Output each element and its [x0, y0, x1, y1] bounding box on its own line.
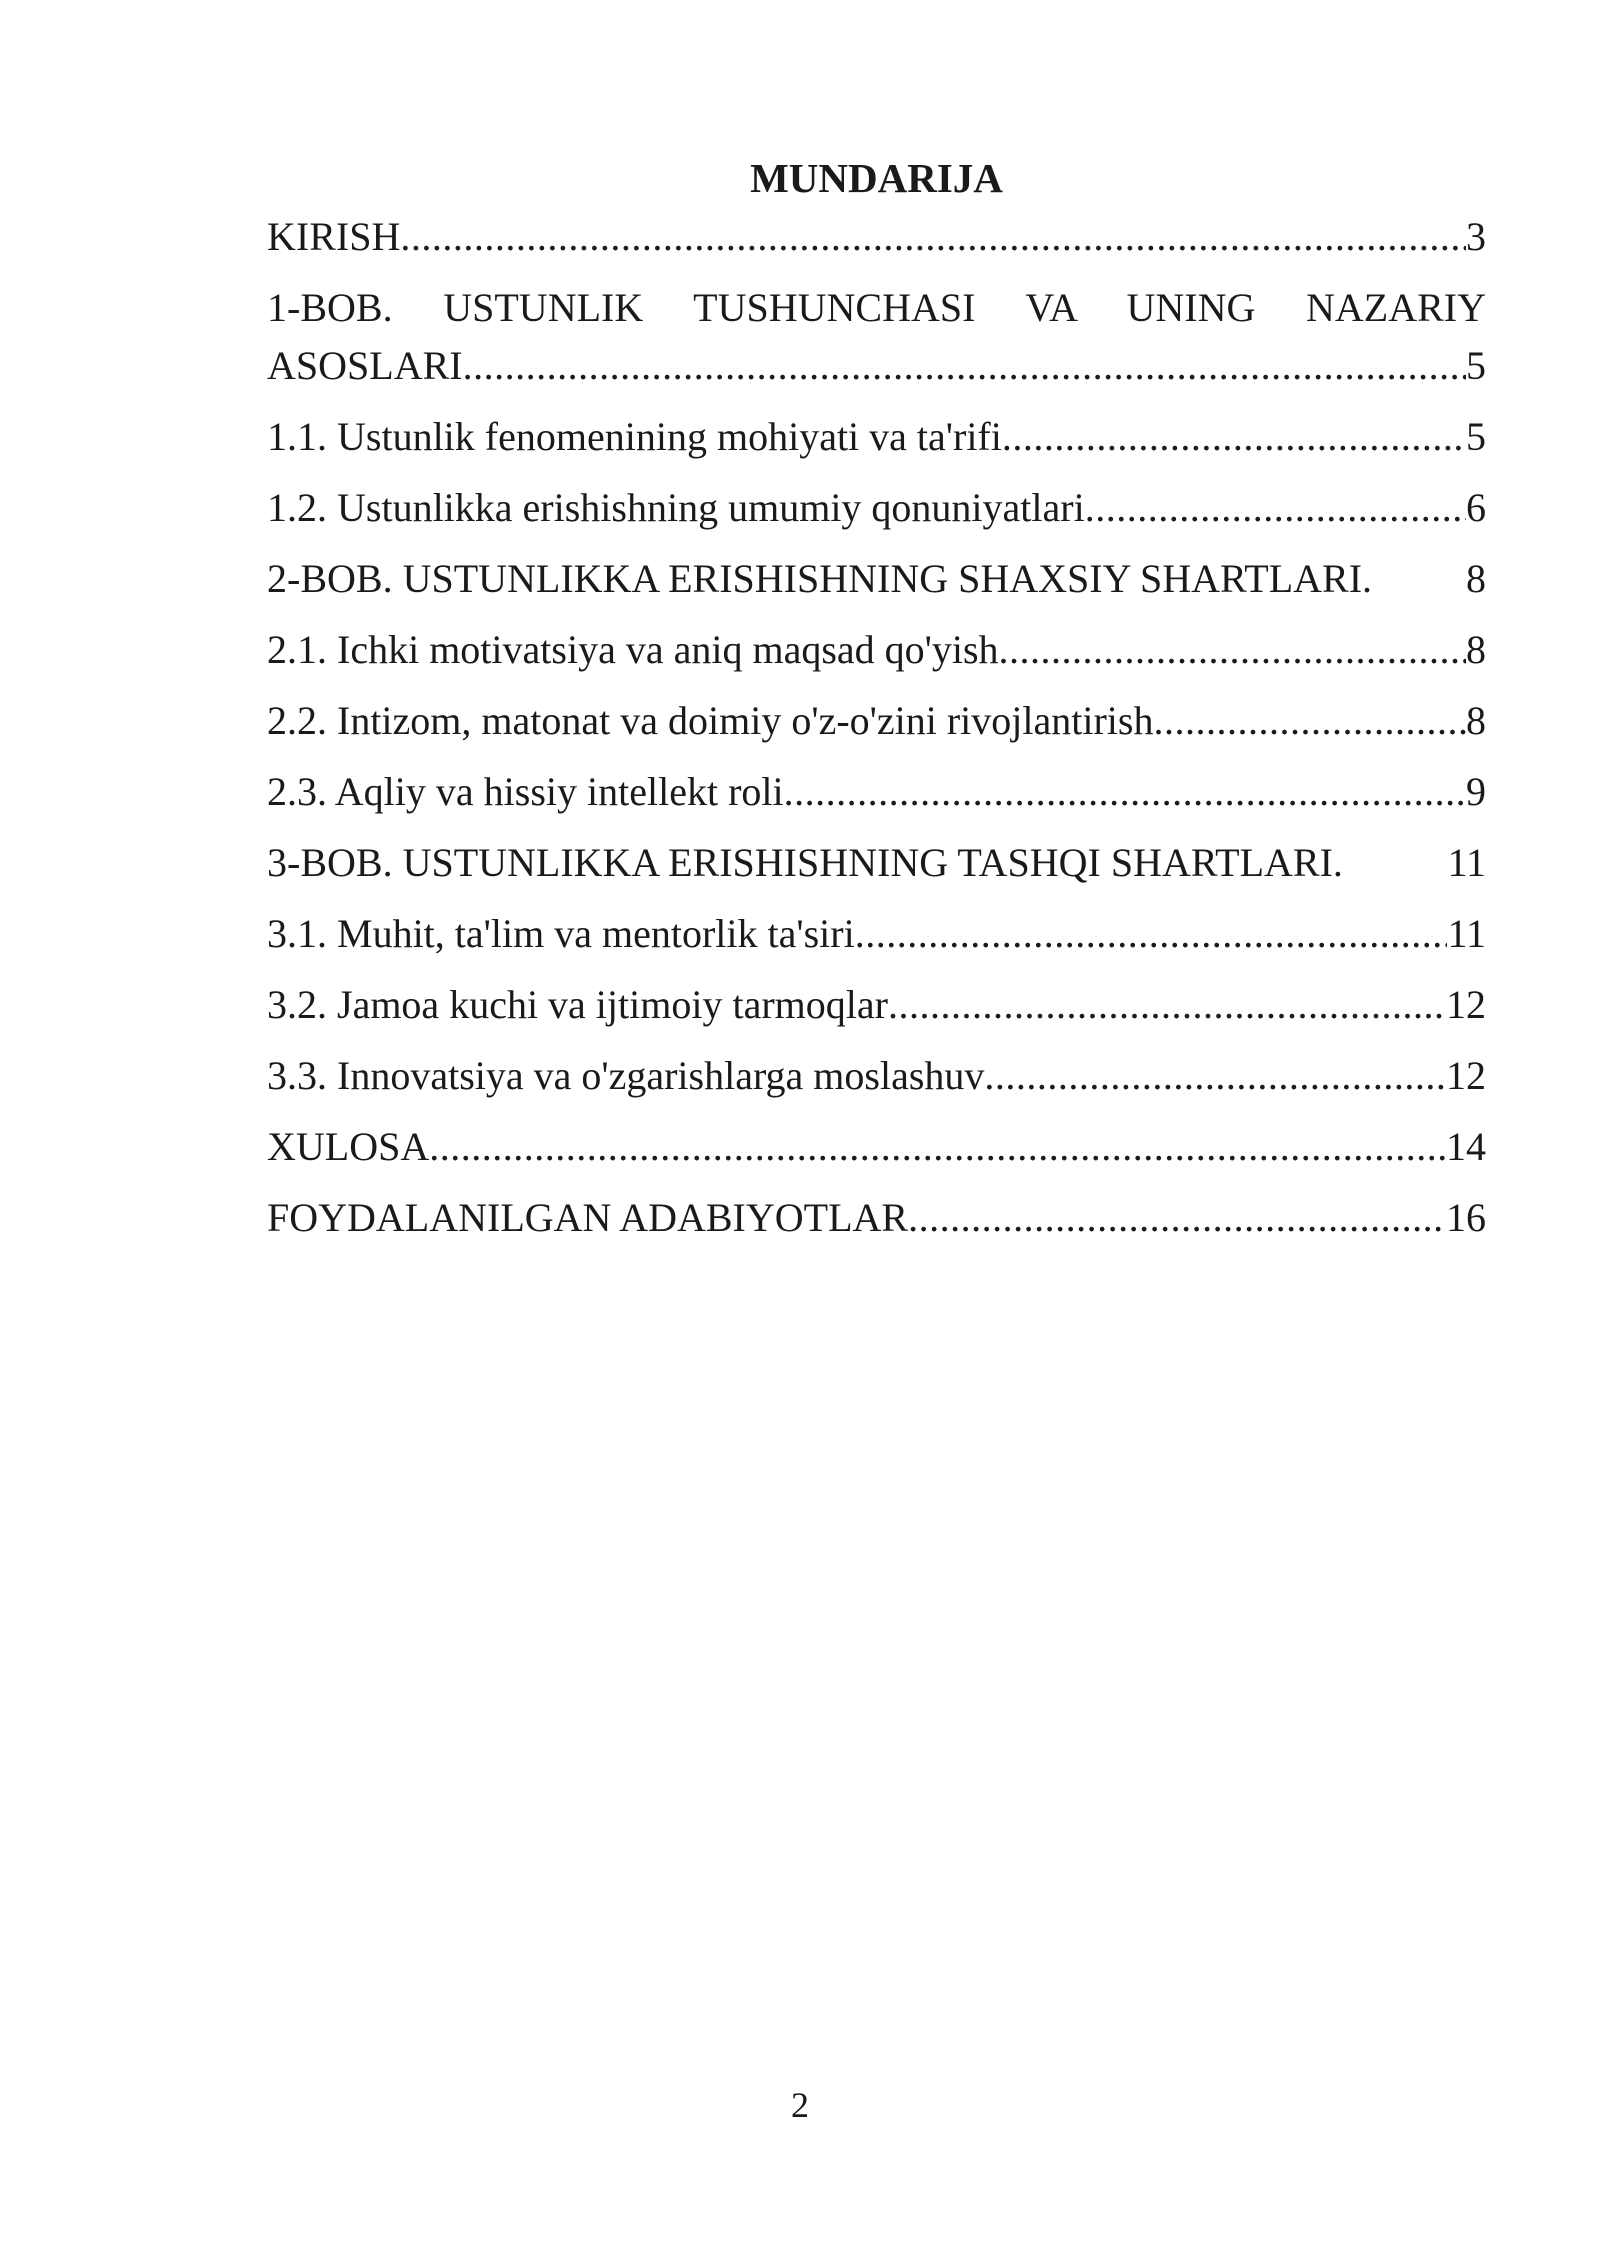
table-of-contents — [267, 148, 1486, 1260]
toc-entry-3-2[interactable] — [267, 976, 1486, 1034]
toc-entry-text: 3.1. Muhit, ta'lim va mentorlik ta'siri — [267, 911, 855, 956]
toc-entry-1-2[interactable] — [267, 479, 1486, 537]
toc-page-number: 8 — [1466, 698, 1486, 743]
toc-dot-leader — [1002, 408, 1466, 466]
toc-entry-kirish[interactable] — [267, 208, 1486, 266]
toc-page-number: 5 — [1466, 343, 1486, 388]
toc-entry-1-1[interactable] — [267, 408, 1486, 466]
toc-page-number: 11 — [1447, 840, 1486, 885]
toc-title: MUNDARIJA — [750, 155, 1003, 201]
toc-dot-leader — [463, 337, 1466, 395]
toc-entry-chapter-2[interactable] — [267, 550, 1486, 608]
toc-entry-text: KIRISH — [267, 214, 401, 259]
toc-page-number: 14 — [1446, 1124, 1486, 1169]
toc-entry-chapter-1-line-1[interactable] — [267, 279, 1486, 337]
toc-dot-leader — [429, 1118, 1446, 1176]
toc-dot-leader — [984, 1047, 1446, 1105]
toc-page-number: 16 — [1446, 1195, 1486, 1240]
toc-page-number: 8 — [1466, 627, 1486, 672]
toc-dot-leader — [999, 621, 1466, 679]
toc-entry-text: 3.3. Innovatsiya va o'zgarishlarga moslashuv — [267, 1053, 985, 1098]
toc-entry-text: 1-BOB. USTUNLIK TUSHUNCHASI VA UNING NAZARIY — [267, 285, 1486, 330]
toc-page-number: 12 — [1446, 1053, 1486, 1098]
toc-page-number: 11 — [1447, 911, 1486, 956]
toc-dot-leader — [855, 905, 1448, 963]
toc-entry-text: 2.1. Ichki motivatsiya va aniq maqsad qo'yish — [267, 627, 999, 672]
toc-entry-text: 1.2. Ustunlikka erishishning umumiy qonuniyatlari — [267, 485, 1085, 530]
toc-entry-text: 3.2. Jamoa kuchi va ijtimoiy tarmoqlar — [267, 982, 888, 1027]
toc-entry-chapter-1-line-2[interactable] — [267, 337, 1486, 395]
toc-entry-2-2[interactable] — [267, 692, 1486, 750]
toc-entry-2-3[interactable] — [267, 763, 1486, 821]
toc-dot-leader — [1085, 479, 1466, 537]
toc-entry-xulosa[interactable] — [267, 1118, 1486, 1176]
toc-page-number: 6 — [1466, 485, 1486, 530]
toc-entry-2-1[interactable] — [267, 621, 1486, 679]
toc-entry-chapter-3[interactable] — [267, 834, 1486, 892]
toc-dot-leader — [908, 1189, 1446, 1247]
toc-page-number: 5 — [1466, 414, 1486, 459]
toc-entry-3-3[interactable] — [267, 1047, 1486, 1105]
toc-page-number: 9 — [1466, 769, 1486, 814]
toc-dot-leader — [1153, 692, 1466, 750]
toc-dot-leader — [888, 976, 1446, 1034]
toc-entry-text: 1.1. Ustunlik fenomenining mohiyati va ta'rifi — [267, 414, 1002, 459]
toc-dot-leader — [784, 763, 1466, 821]
toc-entry-text: 3-BOB. USTUNLIKKA ERISHISHNING TASHQI SHARTLARI. — [267, 840, 1353, 885]
toc-dot-leader — [400, 208, 1466, 266]
toc-page-number: 3 — [1466, 214, 1486, 259]
toc-entry-text: FOYDALANILGAN ADABIYOTLAR — [267, 1195, 909, 1240]
toc-entry-text: 2.3. Aqliy va hissiy intellekt roli — [267, 769, 784, 814]
toc-entry-text: 2-BOB. USTUNLIKKA ERISHISHNING SHAXSIY SHARTLARI. — [267, 556, 1373, 601]
toc-entry-text: ASOSLARI — [267, 343, 463, 388]
toc-entry-text: 2.2. Intizom, matonat va doimiy o'z-o'zini rivojlantirish — [267, 698, 1154, 743]
toc-entry-text: XULOSA — [267, 1124, 430, 1169]
page-number: 2 — [791, 2085, 809, 2125]
toc-page-number: 12 — [1446, 982, 1486, 1027]
toc-entry-adabiyotlar[interactable] — [267, 1189, 1486, 1247]
toc-page-number: 8 — [1466, 556, 1486, 601]
toc-entry-3-1[interactable] — [267, 905, 1486, 963]
